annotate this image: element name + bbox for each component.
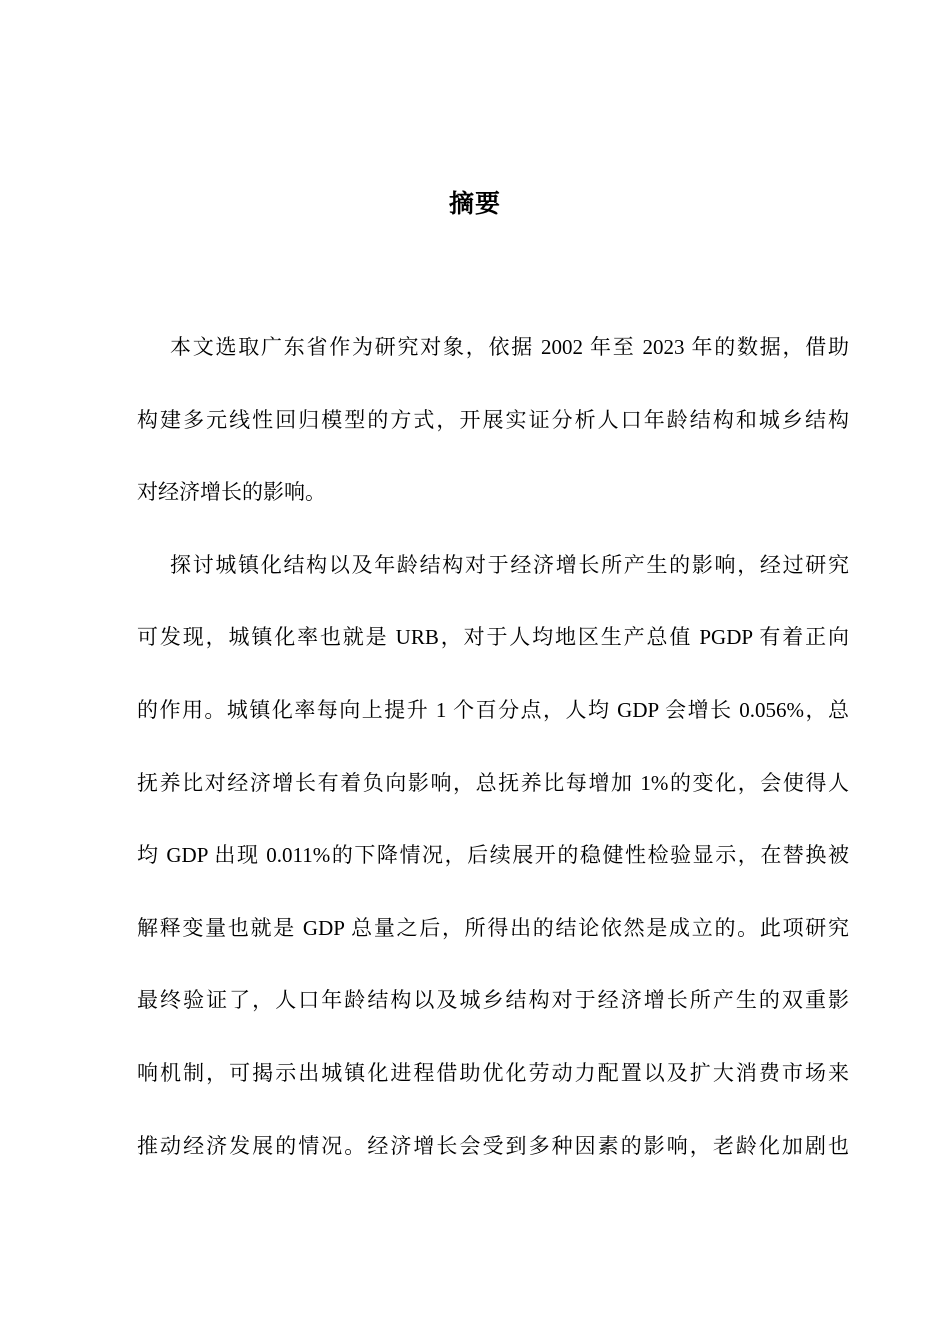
paragraph-1 <box>137 311 849 529</box>
text-line: 响机制，可揭示出城镇化进程借助优化劳动力配置以及扩大消费市场来 <box>137 1060 849 1085</box>
paragraph-2 <box>137 529 849 1182</box>
text-line: 解释变量也就是 GDP 总量之后，所得出的结论依然是成立的。此项研究 <box>137 915 849 940</box>
abstract-body <box>137 311 849 1182</box>
text-line: 本文选取广东省作为研究对象，依据 2002 年至 2023 年的数据，借助 <box>170 335 849 359</box>
text-line: 对经济增长的影响。 <box>137 480 326 505</box>
page-title: 摘要 <box>448 189 501 218</box>
text-line: 可发现，城镇化率也就是 URB，对于人均地区生产总值 PGDP 有着正向 <box>137 625 849 650</box>
text-line: 的作用。城镇化率每向上提升 1 个百分点，人均 GDP 会增长 0.056%，总 <box>137 697 849 722</box>
text-line: 推动经济发展的情况。经济增长会受到多种因素的影响，老龄化加剧也 <box>137 1133 849 1158</box>
text-line: 最终验证了，人口年龄结构以及城乡结构对于经济增长所产生的双重影 <box>137 988 849 1013</box>
text-line: 均 GDP 出现 0.011%的下降情况，后续展开的稳健性检验显示，在替换被 <box>137 843 849 868</box>
text-line: 探讨城镇化结构以及年龄结构对于经济增长所产生的影响，经过研究 <box>170 552 849 577</box>
text-line: 抚养比对经济增长有着负向影响，总抚养比每增加 1%的变化，会使得人 <box>137 770 849 795</box>
text-line: 构建多元线性回归模型的方式，开展实证分析人口年龄结构和城乡结构 <box>137 407 849 432</box>
